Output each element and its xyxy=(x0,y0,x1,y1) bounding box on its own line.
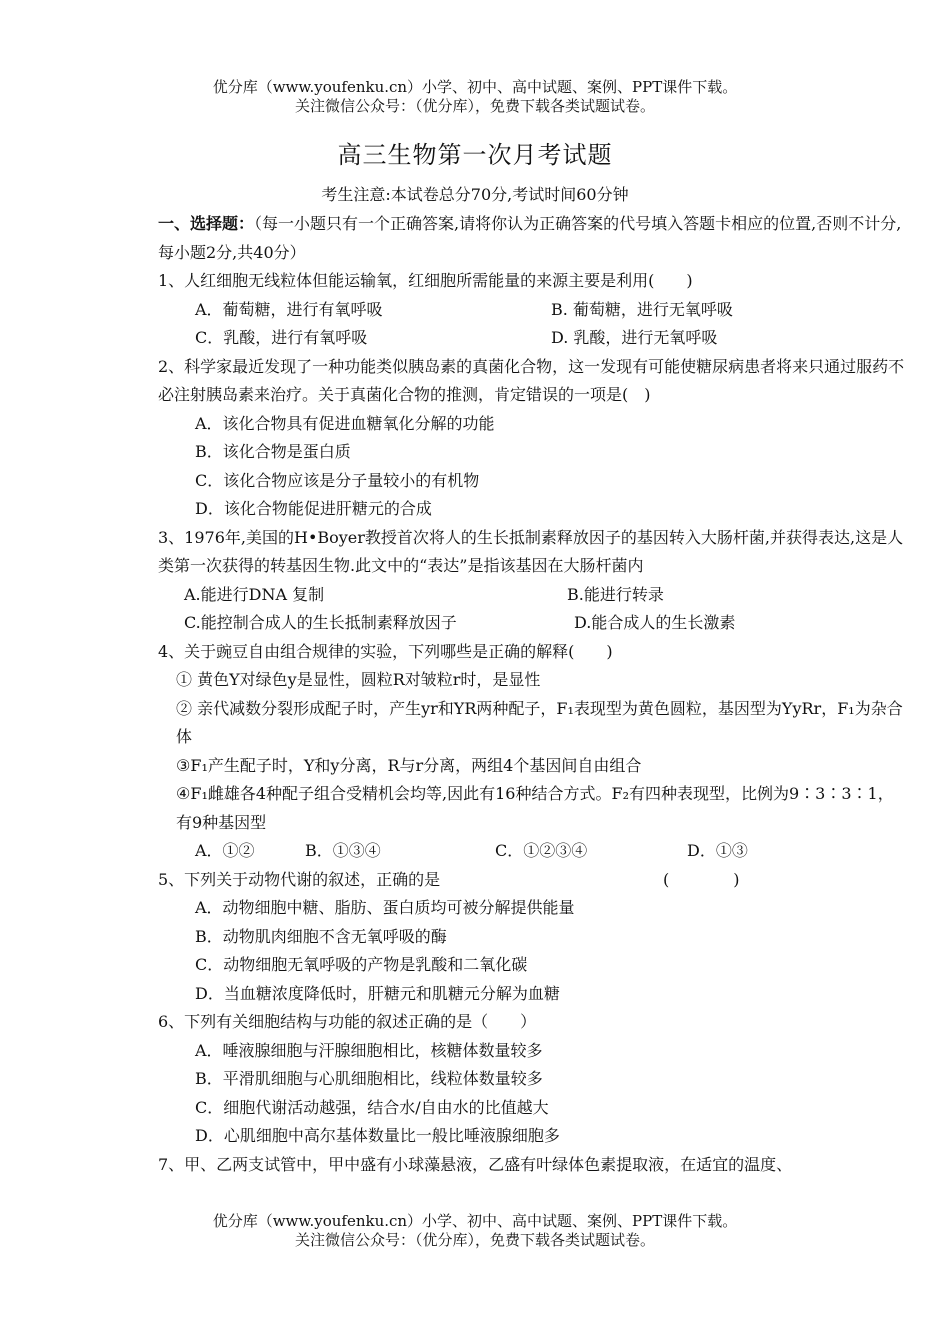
q5-option-b: B．动物肌肉细胞不含无氧呼吸的酶 xyxy=(195,926,447,946)
q4-option-d: D．①③ xyxy=(687,841,748,860)
q4-option-b: B．①③④ xyxy=(305,841,381,860)
question-2-stem: 2、科学家最近发现了一种功能类似胰岛素的真菌化合物，这一发现有可能使糖尿病患者将来只通过服药不必注射胰岛素来治疗。关于真菌化合物的推测，肯定错误的一项是( ) xyxy=(158,356,905,404)
header-line-2: 关注微信公众号：（优分库），免费下载各类试题试卷。 xyxy=(294,97,655,115)
q6-option-c: C．细胞代谢活动越强，结合水/自由水的比值越大 xyxy=(195,1097,549,1117)
q6-option-d: D．心肌细胞中高尔基体数量比一般比唾液腺细胞多 xyxy=(195,1126,560,1145)
q3-option-d: D.能合成人的生长激素 xyxy=(574,613,736,632)
question-4-stem: 4、关于豌豆自由组合规律的实验，下列哪些是正确的解释( ) xyxy=(158,641,613,661)
q4-option-a: A．①② xyxy=(195,841,255,860)
question-5-stem-row xyxy=(158,866,908,895)
question-1-options-row-1 xyxy=(158,296,908,325)
q3-option-c: C.能控制合成人的生长抵制素释放因子 xyxy=(184,613,457,632)
q1-option-d: D. 乳酸，进行无氧呼吸 xyxy=(551,328,718,347)
q1-option-c: C．乳酸，进行有氧呼吸 xyxy=(195,328,368,347)
question-5-stem: 5、下列关于动物代谢的叙述，正确的是 xyxy=(158,869,441,889)
question-5-answer-paren: ( ) xyxy=(663,869,740,889)
q1-option-b: B. 葡萄糖，进行无氧呼吸 xyxy=(551,299,733,319)
question-1-stem: 1、人红细胞无线粒体但能运输氧，红细胞所需能量的来源主要是利用( ) xyxy=(158,271,693,290)
section-label: 一、选择题： xyxy=(158,214,255,233)
exam-content xyxy=(158,210,908,1179)
question-3-options-row-1 xyxy=(158,581,908,610)
q6-option-a: A．唾液腺细胞与汗腺细胞相比，核糖体数量较多 xyxy=(195,1040,543,1060)
section-heading xyxy=(158,210,908,267)
question-7-stem: 7、甲、乙两支试管中，甲中盛有小球藻悬液，乙盛有叶绿体色素提取液，在适宜的温度、 xyxy=(158,1154,793,1174)
q6-option-b: B．平滑肌细胞与心肌细胞相比，线粒体数量较多 xyxy=(195,1069,543,1088)
question-3-options-row-2 xyxy=(158,609,908,638)
q2-option-a: A．该化合物具有促进血糖氧化分解的功能 xyxy=(195,413,495,433)
q4-statement-4: ④F₁雌雄各4种配子组合受精机会均等,因此有16种结合方式。F₂有四种表现型，比例为9∶3∶3∶1，有9种基因型 xyxy=(176,784,894,832)
section-instruction: （每一小题只有一个正确答案,请将你认为正确答案的代号填入答题卡相应的位置,否则不计分,每小题2分,共40分） xyxy=(158,214,902,262)
q4-statement-1: ① 黄色Y对绿色y是显性，圆粒R对皱粒r时，是显性 xyxy=(176,670,541,689)
question-3-stem: 3、1976年,美国的H•Boyer教授首次将人的生长抵制素释放因子的基因转入大肠杆菌,并获得表达,这是人类第一次获得的转基因生物.此文中的“表达”是指该基因在大肠杆菌内 xyxy=(158,527,904,575)
page-header xyxy=(0,78,950,116)
header-line-1: 优分库（www.youfenku.cn）小学、初中、高中试题、案例、PPT课件下载。 xyxy=(212,78,738,96)
footer-line-2: 关注微信公众号：（优分库），免费下载各类试题试卷。 xyxy=(294,1231,655,1249)
page-footer xyxy=(0,1212,950,1250)
q4-statement-3: ③F₁产生配子时，Y和y分离，R与r分离，两组4个基因间自由组合 xyxy=(176,755,642,775)
question-6-stem: 6、下列有关细胞结构与功能的叙述正确的是（ ） xyxy=(158,1012,537,1031)
question-1-options-row-2 xyxy=(158,324,908,353)
q2-option-b: B．该化合物是蛋白质 xyxy=(195,442,351,461)
q2-option-c: C．该化合物应该是分子量较小的有机物 xyxy=(195,470,480,490)
q5-option-c: C．动物细胞无氧呼吸的产物是乳酸和二氧化碳 xyxy=(195,955,528,974)
q4-statement-2: ② 亲代减数分裂形成配子时，产生yr和YR两种配子，F₁表现型为黄色圆粒，基因型为YyRr，F₁为杂合体 xyxy=(176,698,903,746)
exam-notice: 考生注意:本试卷总分70分,考试时间60分钟 xyxy=(321,185,629,204)
q3-option-a: A.能进行DNA 复制 xyxy=(184,584,325,604)
q4-option-c: C．①②③④ xyxy=(495,841,588,860)
q5-option-d: D．当血糖浓度降低时，肝糖元和肌糖元分解为血糖 xyxy=(195,983,560,1003)
question-4-options xyxy=(158,837,908,866)
q5-option-a: A．动物细胞中糖、脂肪、蛋白质均可被分解提供能量 xyxy=(195,898,575,917)
page-title: 高三生物第一次月考试题 xyxy=(337,141,613,169)
q2-option-d: D．该化合物能促进肝糖元的合成 xyxy=(195,499,432,518)
q3-option-b: B.能进行转录 xyxy=(567,584,664,604)
q1-option-a: A．葡萄糖，进行有氧呼吸 xyxy=(195,299,383,319)
footer-line-1: 优分库（www.youfenku.cn）小学、初中、高中试题、案例、PPT课件下载。 xyxy=(212,1212,738,1230)
